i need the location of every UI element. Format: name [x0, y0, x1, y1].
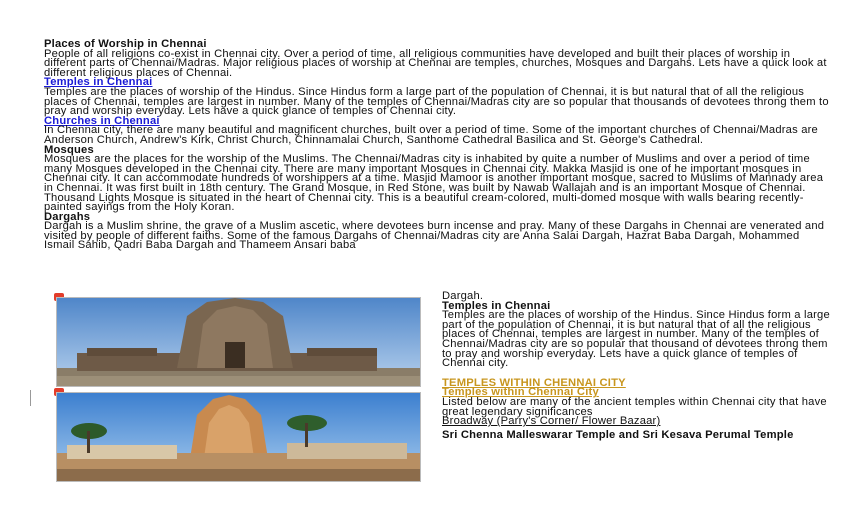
- margin-marker: [30, 390, 31, 406]
- temples-within-city-sublink[interactable]: Temples within Chennai City: [442, 386, 599, 399]
- temples-link[interactable]: Temples in Chennai: [44, 76, 153, 89]
- document-body: [44, 40, 832, 251]
- temple-name: Sri Chenna Malleswarar Temple and Sri Kesava Perumal Temple: [442, 428, 794, 441]
- mosques-heading: Mosques: [44, 143, 94, 156]
- listed-paragraph: Listed below are many of the ancient temples within Chennai city that have great legendary significances: [442, 395, 827, 418]
- page-title: Places of Worship in Chennai: [44, 38, 207, 50]
- churches-link[interactable]: Churches in Chennai: [44, 114, 160, 127]
- broadway-link[interactable]: Broadway (Parry's Corner/ Flower Bazaar): [442, 415, 661, 428]
- dargahs-paragraph: Dargah is a Muslim shrine, the grave of a Muslim ascetic, where devotees burn incense and pray. Many of these Dargahs in Chennai are venerated and visited by people of different faiths. Some of the famous Dargahs of Chennai/Madras city are Anna Salai Dargah, Hazrat Baba Dargah, Mohammed Ismail Sahib, Qadri Baba Dargah and Thameem Ansari baba: [44, 220, 825, 252]
- right-column: [442, 292, 832, 442]
- temple-photo-2: [56, 392, 421, 482]
- dargahs-heading: Dargahs: [44, 210, 91, 223]
- temples-within-city-link[interactable]: TEMPLES WITHIN CHENNAI CITY: [442, 376, 626, 389]
- right-temples-heading: Temples in Chennai: [442, 299, 551, 312]
- temple-photo-1: [56, 297, 421, 387]
- temples-paragraph: Temples are the places of worship of the Hindus. Since Hindus form a large part of the population of Chennai, it is but natural that of all the religious places of Chennai, temples are largest in number. Many of the temples of Chennai/Madras city are so popular that thousands of devotees throng them to pray and worship everyday. Lets have a quick glance of temples of Chennai city.: [44, 85, 829, 118]
- intro-paragraph: People of all religions co-exist in Chennai city. Over a period of time, all religious communities have developed and built their places of worship in different parts of Chennai/Madras. Major religious places of worship at Chennai are temples, churches, Mosques and Dargahs. Lets have a quick look at different religious places of Chennai.: [44, 47, 827, 79]
- mosques-paragraph: Mosques are the places for the worship of the Muslims. The Chennai/Madras city is inhabited by quite a number of Muslims and over a period of time many Mosques developed in the Chennai city. There are many important Mosques in Chennai city. Makka Masjid is one of he important mosques in Chennai city. It can accommodate hundreds of worshippers at a time. Masjid Mamoor is another important mosque, sacred to Muslims of Mannady area in Chennai. It was first built in 18th century. The Grand Mosque, in Red Stone, was built by Nawab Wallajah and is an important Mosque of Chennai. Thousand Lights Mosque is situated in the heart of Chennai city. This is a beautiful cream-colored, multi-domed mosque with walls bearing recently- painted sayings from the Holy Koran.: [44, 153, 824, 214]
- right-temples-paragraph: Temples are the places of worship of the Hindus. Since Hindus form a large part of the population of Chennai, it is but natural that of all the religious places of Chennai, temples are largest in number. Many of the temples of Chennai/Madras city are so popular that thousand of devotees throng them to pray and worship everyday. Lets have a quick glance of temples of Chennai city.: [442, 309, 830, 370]
- churches-paragraph: In Chennai city, there are many beautiful and magnificent churches, built over a period of time. Some of the important churches of Chennai/Madras are Anderson Church, Andrew's Kirk, Christ Church, Chinnamalai Church, Santhome Cathedral Basilica and St. George's Cathedral.: [44, 124, 818, 146]
- dargah-continuation: Dargah.: [442, 290, 484, 302]
